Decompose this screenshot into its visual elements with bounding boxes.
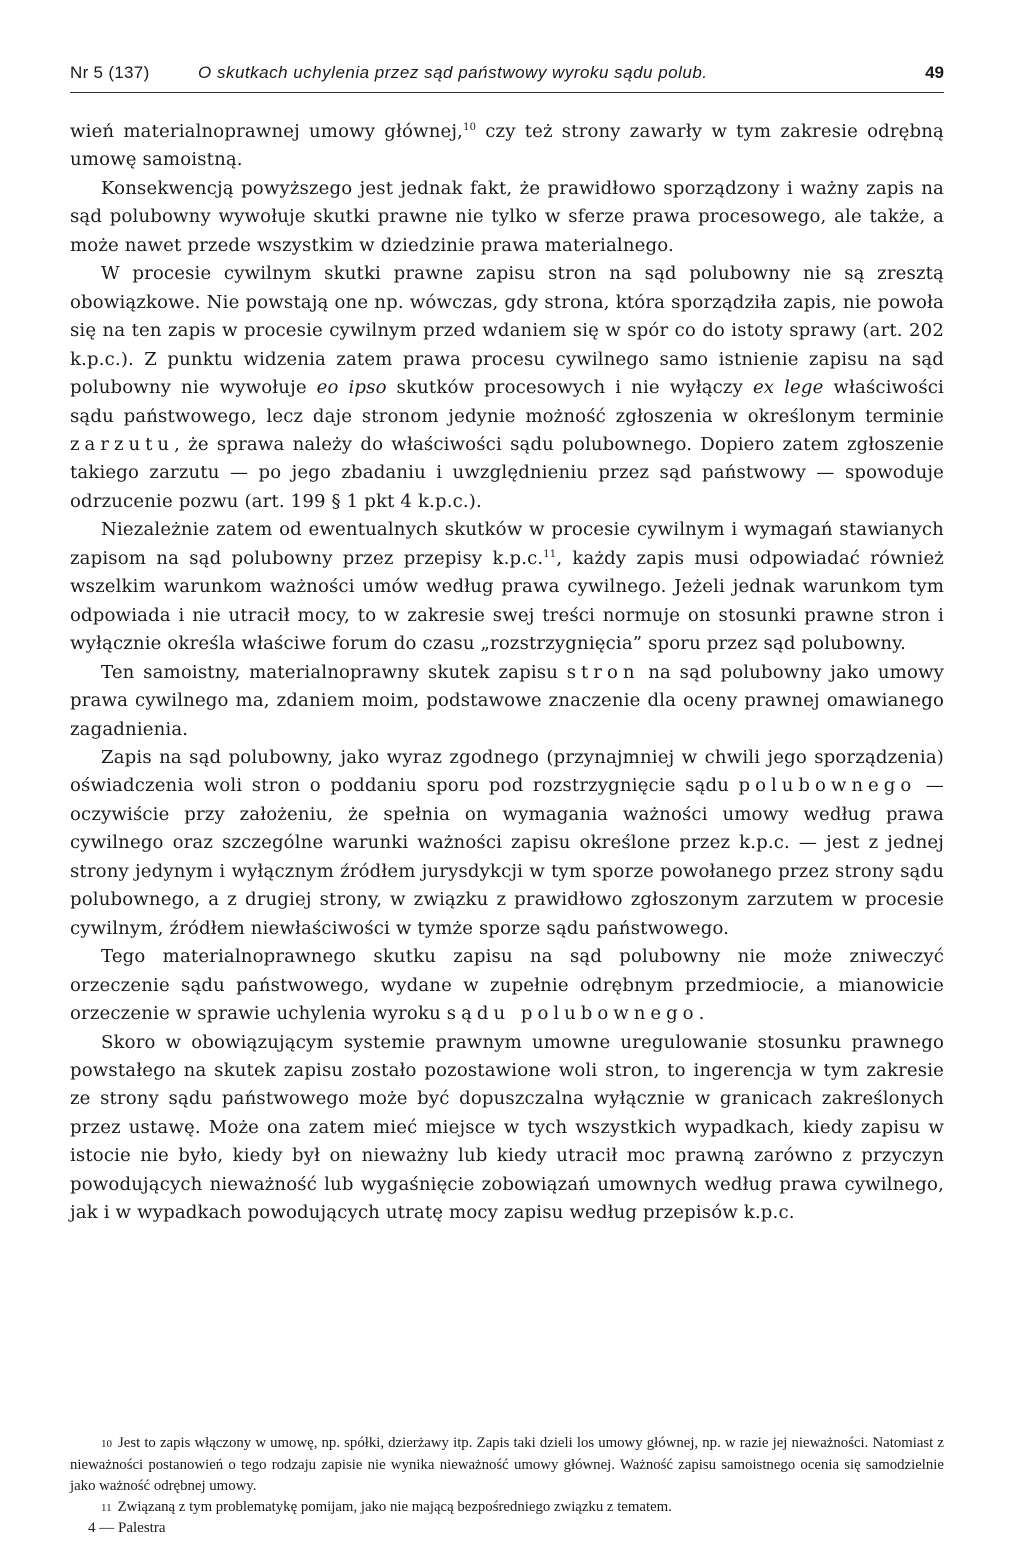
footnote-text: Związaną z tym problematykę pomijam, jako nie mającą bezpośredniego związku z tematem.: [117, 1499, 672, 1515]
footnote-reference: 11: [543, 548, 557, 560]
footnotes: [70, 1433, 944, 1519]
page-number: 49: [925, 63, 944, 82]
body-paragraph: [70, 516, 944, 658]
paragraph-text: właściwości sądu państwowego, lecz daje stronom jedynie możność zgłoszenia w określonym terminie: [70, 377, 944, 427]
italic-text: eo ipso: [316, 377, 387, 399]
issue-number: Nr 5 (137): [70, 63, 150, 82]
italic-text: ex lege: [752, 377, 824, 399]
paragraph-text: Niezależnie zatem od ewentualnych skutków w procesie cywilnym i wymagań stawianych zapisom na sąd polubowny przez przepisy k.p.c.: [70, 519, 944, 569]
footnote-number: 11: [101, 1502, 112, 1514]
paragraph-text: Tego materialnoprawnego skutku zapisu na sąd polubowny nie może zniweczyć orzeczenie sądu państwowego, wydane w zupełnie odrębnym przedmiocie, a mianowicie orzeczenie w sprawie uchylenia wyroku: [70, 946, 944, 1025]
body-paragraph: [70, 118, 944, 175]
running-title: O skutkach uchylenia przez sąd państwowy wyroku sądu polub.: [198, 63, 708, 82]
paragraph-text: .: [698, 1003, 705, 1025]
footnote-reference: 10: [463, 122, 477, 133]
footnote-number: 10: [101, 1438, 112, 1450]
body-paragraph: [70, 1029, 944, 1228]
paragraph-text: czy też strony zawarły w tym zakresie odrębną umowę samoistną.: [70, 121, 944, 171]
paragraph-text: na sąd polubowny jako umowy prawa cywilnego ma, zdaniem moim, podstawowe znaczenie dla oceny prawnej omawianego zagadnienia.: [70, 661, 944, 740]
body-paragraph: [70, 175, 944, 260]
paragraph-text: , każdy zapis musi odpowiadać również wszelkim warunkom ważności umów według prawa cywilnego. Jeżeli jednak warunkom tym odpowiada i nie utracił mocy, to w zakresie swej treści normuje on stosunki prawne stron i wyłącznie określa właściwe forum do czasu „rozstrzygnięcia” sporu przez sąd polubowny.: [70, 547, 944, 655]
paragraph-text: Konsekwencją powyższego jest jednak fakt, że prawidłowo sporządzony i ważny zapis na sąd polubowny wywołuje skutki prawne nie tylko w sferze prawa procesowego, ale także, a może nawet przede wszystkim w dziedzinie prawa materialnego.: [70, 177, 944, 256]
running-header: [70, 58, 944, 93]
spaced-emphasis-text: stron: [566, 661, 640, 683]
spaced-emphasis-text: sądu polubownego: [446, 1003, 699, 1025]
footnote-text: Jest to zapis włączony w umowę, np. spółki, dzierżawy itp. Zapis taki dzieli los umowy głównej, np. w razie jej nieważności. Natomiast z nieważności postanowień o tego rodzaju zapisie nie wynika nieważność umowy głównej. Ważność zapisu samoistnego ocenia się samodzielnie jako ważność odrębnej umowy.: [70, 1435, 944, 1494]
paragraph-text: Zapis na sąd polubowny, jako wyraz zgodnego (przynajmniej w chwili jego sporządzenia) oświadczenia woli stron o poddaniu sporu pod rozstrzygnięcie sądu: [70, 746, 944, 797]
page-footer: 4 — Palestra: [88, 1520, 166, 1536]
paragraph-text: wień materialnoprawnej umowy głównej,: [70, 121, 464, 142]
footnote: [70, 1497, 944, 1519]
article-body: [70, 118, 944, 1228]
body-paragraph: [70, 659, 944, 744]
spaced-emphasis-text: polubownego: [738, 775, 917, 797]
paragraph-text: Ten samoistny, materialnoprawny skutek zapisu: [101, 661, 567, 683]
body-paragraph: [70, 260, 944, 516]
paragraph-text: skutków procesowych i nie wyłączy: [386, 377, 753, 399]
body-paragraph: [70, 744, 944, 943]
paragraph-text: , że sprawa należy do właściwości sądu polubownego. Dopiero zatem zgłoszenie takiego zarzutu — po jego zbadaniu i uwzględnieniu przez sąd państwowy — spowoduje odrzucenie pozwu (art. 199 § 1 pkt 4 k.p.c.).: [70, 433, 944, 512]
body-paragraph: [70, 943, 944, 1028]
paragraph-text: — oczywiście przy założeniu, że spełnia on wymagania ważności umowy według prawa cywilnego oraz szczególne warunki ważności zapisu określone przez k.p.c. — jest z jednej strony jedynym i wyłącznym źródłem jurysdykcji w tym sporze powołanego przez strony sądu polubownego, a z drugiej strony, w związku z prawidłowo zgłoszonym zarzutem w procesie cywilnym, źródłem niewłaściwości w tymże sporze sądu państwowego.: [70, 775, 944, 939]
spaced-emphasis-text: zarzutu: [70, 433, 175, 455]
paragraph-text: W procesie cywilnym skutki prawne zapisu stron na sąd polubowny nie są zresztą obowiązkowe. Nie powstają one np. wówczas, gdy strona, która sporządziła zapis, nie powoła się na ten zapis w procesie cywilnym przed wdaniem się w spór co do istoty sprawy (art. 202 k.p.c.). Z punktu widzenia zatem prawa procesu cywilnego samo istnienie zapisu na sąd polubowny nie wywołuje: [70, 263, 944, 399]
footnote: [70, 1433, 944, 1497]
paragraph-text: Skoro w obowiązującym systemie prawnym umowne uregulowanie stosunku prawnego powstałego na skutek zapisu zostało pozostawione woli stron, to ingerencja w tym zakresie ze strony sądu państwowego może być dopuszczalna wyłącznie w granicach zakreślonych przez ustawę. Może ona zatem mieć miejsce w tych wszystkich wypadkach, kiedy zapisu w istocie nie było, kiedy był on nieważny lub kiedy utracił moc prawną zarówno z przyczyn powodujących nieważność lub wygaśnięcie zobowiązań umownych według prawa cywilnego, jak i w wypadkach powodujących utratę mocy zapisu według przepisów k.p.c.: [70, 1031, 944, 1224]
